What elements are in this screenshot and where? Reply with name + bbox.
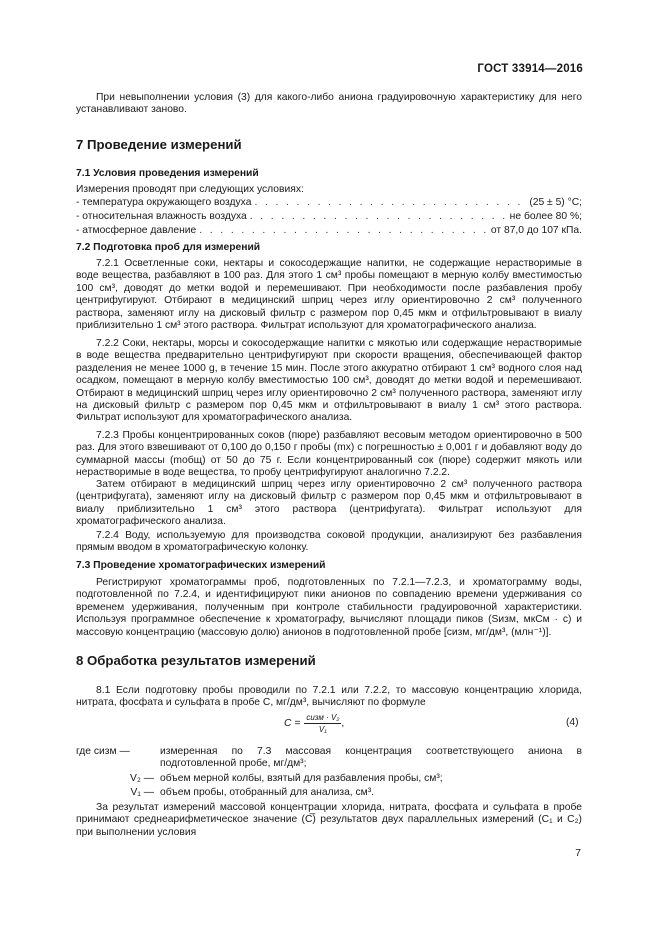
equation-number: (4) (566, 717, 579, 728)
page-number: 7 (575, 848, 581, 859)
leader-dots (254, 197, 526, 209)
leader-dots (250, 211, 507, 223)
formula-fraction (304, 713, 341, 734)
definition-item (76, 746, 582, 771)
condition-row (76, 211, 582, 223)
formula-lhs: С = (284, 718, 301, 729)
paragraph-7-2-1: 7.2.1 Осветленные соки, нектары и сокосодержащие напитки, не содержащие нерастворимые в воде вещества, разбавляют в 100 раз. Для этого 1 см³ пробы помещают в мерную колбу вместимостью 100 см³, доводят до метки водой и перемешивают. При необходимости после разбавления пробу центрифугируют. Отбирают в медицинский шприц через иглу ориентировочно 2 см³ полученного раствора, заменяют иглу на дисковый фильтр с размером пор 0,45 мкм и отфильтровывают в виалу приблизительно 1 см³ этого раствора. Фильтрат используют для хроматографического анализа. (76, 258, 582, 332)
condition-value: не более 80 %; (509, 211, 582, 222)
paragraph-7-2-3: 7.2.3 Пробы концентрированных соков (пюре) разбавляют весовым методом ориентировочно в 500 раз. Для этого взвешивают от 0,100 до 0,150 г пробы (mх) с погрешностью ± 0,001 г и добавляют воду до суммарной массы (mобщ) от 50 до 75 г. Если концентрированный сок (пюре) содержит мякоть или нерастворимые в воде вещества, то пробу центрифугируют аналогично 7.2.2. (76, 430, 582, 479)
condition-label: - температура окружающего воздуха (76, 197, 252, 208)
paragraph-7-3: Регистрируют хроматограммы проб, подготовленных по 7.2.1—7.2.3, и хроматограмму воды, подготовленной по 7.2.4, и идентифицируют пики анионов по совпадению времени удерживания со временем удерживания, полученным при контроле стабильности градуировочной характеристики. Используя программное обеспечение к хроматографу, вычисляют площади пиков (Sизм, мкСм · с) и массовую концентрацию (массовую долю) анионов в подготовленной пробе [сизм, мг/дм³, (млн⁻¹)]. (76, 577, 582, 638)
standard-code: ГОСТ 33914—2016 (477, 63, 583, 75)
paragraph-7-2-4: 7.2.4 Воду, используемую для производства соковой продукции, анализируют без разбавления прямым вводом в хроматографическую колонку. (76, 530, 582, 554)
condition-label: - атмосферное давление (76, 225, 197, 236)
leader-dots (199, 225, 488, 237)
definition-text: объем мерной колбы, взятый для разбавления пробы, см³; (160, 772, 443, 784)
paragraph-7-2-2: 7.2.2 Соки, нектары, морсы и сокосодержащие напитки с мякотью или содержащие нерастворимые в воде вещества предварительно центрифугируют при скорости вращения, обеспечивающей фактор разделения не менее 1000 g, в течение 15 мин. После этого аккуратно отбирают 1 см³ водного слоя над осадком, помещают в мерную колбу вместимостью 100 см³, доводят до метки водой и перемешивают. Отбирают в медицинский шприц через иглу ориентировочно 2 см³ полученного раствора, заменяют иглу на дисковый фильтр с размером пор 0,45 мкм и отфильтровывают в виалу 1 см³ этого раствора. Фильтрат используют для хроматографического анализа. (76, 338, 582, 424)
definition-symbol: где сизм — (76, 746, 130, 757)
section-7-1-title: 7.1 Условия проведения измерений (76, 168, 259, 179)
formula-4 (284, 713, 344, 734)
section-7-3-title: 7.3 Проведение хроматографических измерений (76, 560, 326, 571)
paragraph-7-2-3-continued: Затем отбирают в медицинский шприц через иглу ориентировочно 2 см³ полученного раствора (центрифугата), заменяют иглу на дисковый фильтр с размером пор 0,45 мкм и отфильтровывают в виалу приблизительно 1 см³ этого раствора (центрифугата). Фильтрат используют для хроматографического анализа. (76, 479, 582, 528)
definition-symbol: V₂ — (129, 772, 154, 784)
condition-value: (25 ± 5) °С; (529, 197, 582, 208)
formula-tail: , (341, 718, 345, 729)
condition-label: - относительная влажность воздуха (76, 211, 247, 222)
section-7-title: 7 Проведение измерений (76, 137, 242, 152)
condition-value: от 87,0 до 107 кПа. (490, 225, 582, 236)
definition-text: объем пробы, отобранный для анализа, см³. (160, 787, 375, 799)
condition-row (76, 225, 582, 237)
definition-item (76, 773, 582, 785)
condition-row (76, 197, 582, 209)
paragraph-8-1-result: За результат измерений массовой концентрации хлорида, нитрата, фосфата и сульфата в пробе принимают среднеарифметическое значение (С̅) результатов двух параллельных измерений (С₁ и С₂) при выполнении условия (76, 802, 582, 838)
formula-denominator: V₁ (318, 725, 327, 734)
definitions-list (76, 746, 582, 800)
conditions-lead: Измерения проводят при следующих условиях: (76, 184, 304, 195)
section-8-title: 8 Обработка результатов измерений (76, 653, 316, 668)
formula-numerator: сизм · V₂ (306, 713, 340, 722)
paragraph-8-1: 8.1 Если подготовку пробы проводили по 7.2.1 или 7.2.2, то массовую концентрацию хлорида, нитрата, фосфата и сульфата в пробе С, мг/дм³, вычисляют по формуле (76, 685, 582, 709)
intro-paragraph: При невыполнении условия (3) для какого-либо аниона градуировочную характеристику для него устанавливают заново. (76, 92, 582, 116)
definition-text: измеренная по 7.3 массовая концентрация соответствующего аниона в подготовленной пробе, мг/дм³; (160, 746, 582, 770)
definition-symbol: V₁ — (130, 787, 154, 799)
definition-item (76, 787, 582, 799)
section-7-2-title: 7.2 Подготовка проб для измерений (76, 242, 261, 253)
